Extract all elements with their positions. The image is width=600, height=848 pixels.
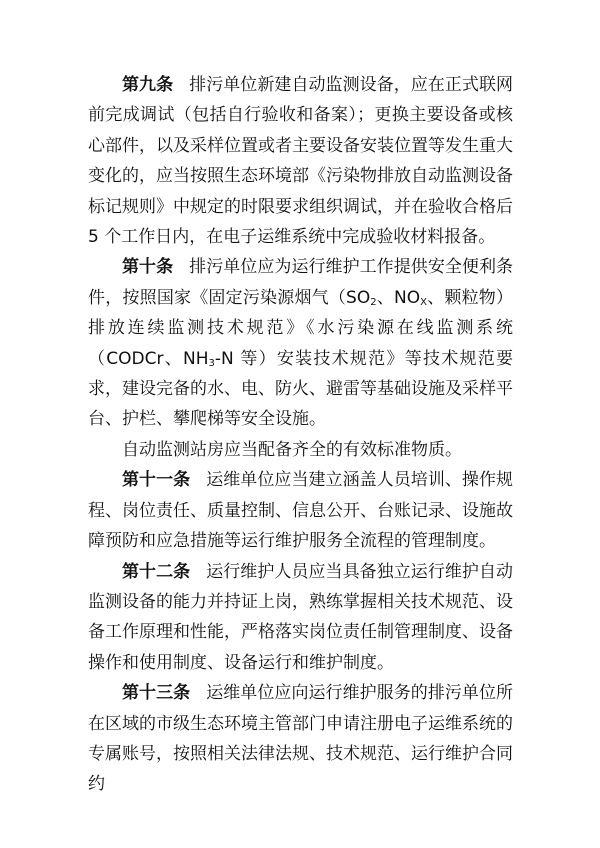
- article-text: 运维单位应当建立涵盖人员培训、操作规程、岗位责任、质量控制、信息公开、台账记录、设施故障预防和应急措施等运行维护服务全流程的管理制度。: [88, 470, 514, 552]
- article-number: 第十二条: [122, 561, 191, 582]
- article-number: 第十一条: [122, 470, 191, 491]
- paragraph-text: 自动监测站房应当配备齐全的有效标准物质。: [122, 439, 462, 460]
- subscript: 2: [370, 296, 377, 308]
- article-text: 排污单位应为运行维护工作提供安全便利条件，按照国家《固定污染源烟气（SO: [88, 257, 514, 308]
- article-text: 运行维护人员应当具备独立运行维护自动监测设备的能力并持证上岗，熟练掌握相关技术规范、设备工作原理和性能，严格落实岗位责任制管理制度、设备操作和使用制度、设备运行和维护制度。: [88, 561, 514, 673]
- article-10-supplement: [88, 435, 513, 465]
- article-text: 、NO: [376, 287, 421, 308]
- article-number: 第九条: [122, 75, 174, 95]
- document-body: [88, 70, 513, 800]
- subscript: X: [420, 296, 427, 308]
- article-12: [88, 557, 513, 679]
- article-text: 运维单位应向运行维护服务的排污单位所在区域的市级生态环境主管部门申请注册电子运维系统的专属账号，按照相关法律法规、技术规范、运行维护合同约: [88, 683, 514, 795]
- article-text: -N 等）安装技术规范》等技术规范要求，建设完备的水、电、防火、避雷等基础设施及采样平台、护栏、攀爬梯等安全设施。: [88, 348, 513, 430]
- article-text: 排污单位新建自动监测设备，应在正式联网前完成调试（包括自行验收和备案）；更换主要设备或核心部件，以及采样位置或者主要设备安装位置等发生重大变化的，应当按照生态环境部《污染物排放自动监测设备标记规则》中规定的时限要求组织调试，并在验收合格后 5 个工作日内，在电子运维系统中完成验收材料报备。: [88, 75, 514, 248]
- article-9: [88, 70, 513, 252]
- article-text: 、颗粒物）排放连续监测技术规范》《水污染源在线监测系统（CODCr、NH: [88, 287, 514, 369]
- article-11: [88, 465, 513, 556]
- subscript: 3: [208, 357, 215, 369]
- article-number: 第十三条: [122, 683, 191, 704]
- article-10: [88, 252, 513, 434]
- article-number: 第十条: [122, 257, 174, 278]
- article-13: [88, 678, 513, 800]
